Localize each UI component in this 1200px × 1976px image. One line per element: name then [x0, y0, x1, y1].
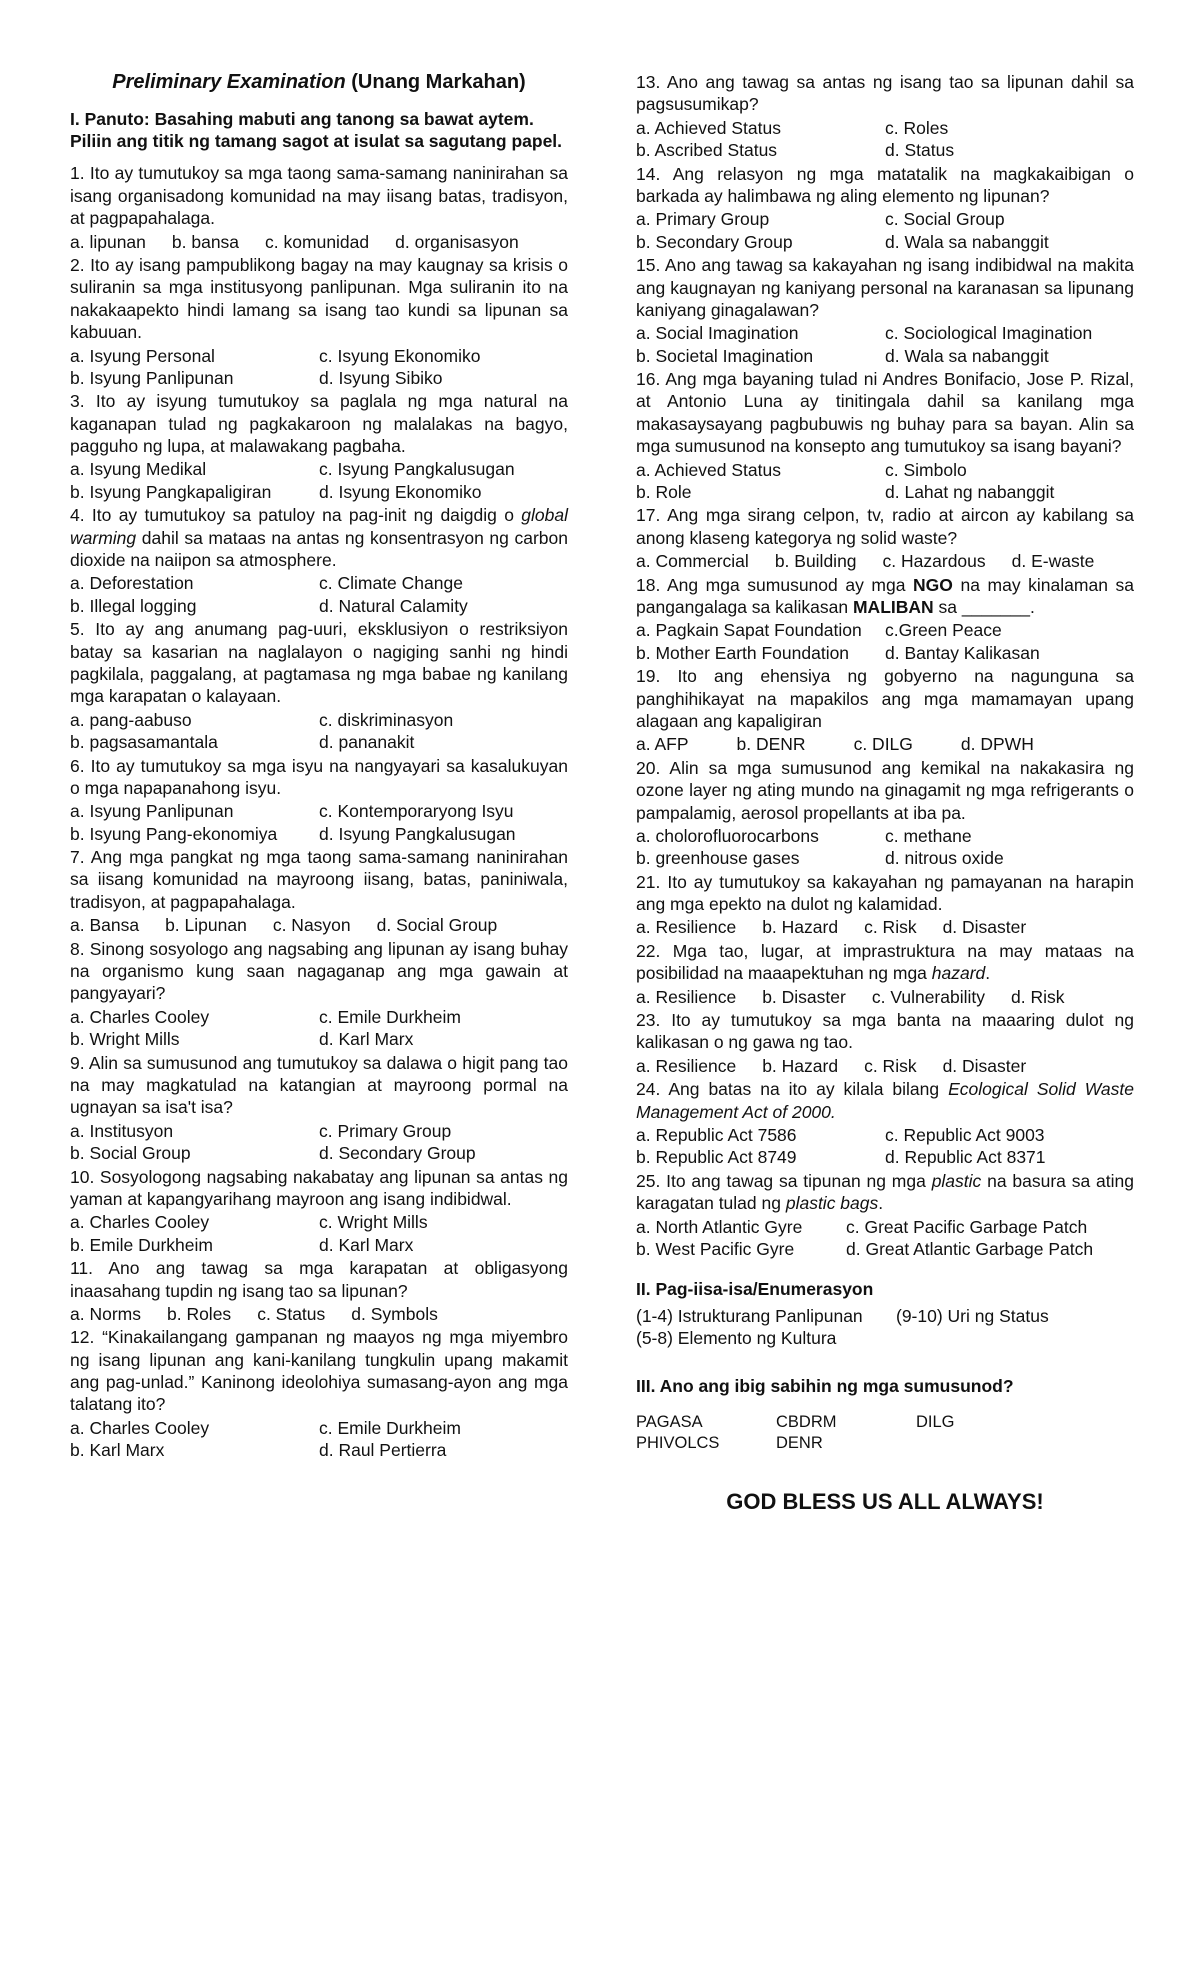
option: d. Raul Pertierra: [319, 1440, 447, 1461]
page-title: [70, 70, 568, 96]
question-9: 9. Alin sa sumusunod ang tumutukoy sa dalawa o higit pang tao na may magkatulad na katangian at mayroong pormal na ugnayan sa isa't isa?: [70, 1052, 568, 1118]
q24-pre: 24. Ang batas na ito ay kilala bilang: [636, 1079, 949, 1100]
left-column: [70, 70, 568, 1463]
option: c. Republic Act 9003: [885, 1124, 1045, 1145]
option: a. Isyung Medikal: [70, 459, 207, 480]
option: b. Societal Imagination: [636, 345, 814, 366]
option: b. Illegal logging: [70, 595, 197, 616]
enum-item: (9-10) Uri ng Status: [896, 1305, 1049, 1326]
option: b. Secondary Group: [636, 231, 793, 252]
options-10: [70, 1211, 568, 1256]
option: b. Hazard: [762, 917, 839, 938]
abbr-item: PAGASA: [636, 1412, 703, 1431]
question-5: 5. Ito ay ang anumang pag-uuri, eksklusiyon o restriksiyon batay sa kasarian na naglalayon o nagiging sanhi ng hindi pagkilala, paggalang, at pagtamasa ng mga babae ng kanilang mga karapatan o kalayaan.: [70, 619, 568, 707]
question-3: 3. Ito ay isyung tumutukoy sa paglala ng mga natural na kaganapan tulad ng pagkakaroon ng malalakas na bagyo, pagguho ng lupa, at malawakang pagbaha.: [70, 391, 568, 457]
q25-pre: 25. Ito ang tawag sa tipunan ng mga: [636, 1170, 932, 1191]
options-4: [70, 572, 568, 617]
option: c. Vulnerability: [871, 986, 985, 1007]
options-24: [636, 1124, 1134, 1169]
abbr-item: PHIVOLCS: [636, 1433, 720, 1452]
q18-bold-ngo: NGO: [913, 574, 953, 595]
option: b. Wright Mills: [70, 1029, 180, 1050]
option: a. Achieved Status: [636, 117, 781, 138]
options-20: [636, 825, 1134, 870]
option: b. Building: [774, 551, 857, 572]
option: c.Green Peace: [885, 620, 1002, 641]
q25-post: .: [878, 1193, 884, 1214]
option: a. Resilience: [636, 917, 737, 938]
option: d. pananakit: [319, 732, 415, 753]
enum-item: (1-4) Istrukturang Panlipunan: [636, 1305, 863, 1326]
option: c. Climate Change: [319, 573, 463, 594]
option: d. Risk: [1011, 986, 1065, 1007]
question-8: 8. Sinong sosyologo ang nagsabing ang lipunan ay isang buhay na organismo kung saan nagaganap ang mga gawain at pangyayari?: [70, 938, 568, 1004]
options-22: [636, 986, 1134, 1008]
option: c. Roles: [885, 117, 949, 138]
right-column: [636, 70, 1134, 1516]
option: c. Social Group: [885, 209, 1005, 230]
option: a. Social Imagination: [636, 323, 799, 344]
option: a. Isyung Personal: [70, 345, 215, 366]
q18-mid: na may kinalaman sa pangangalaga sa kalikasan: [636, 574, 1134, 617]
option: a. Institusyon: [70, 1120, 174, 1141]
q4-pre: 4. Ito ay tumutukoy sa patuloy na pag-init ng daigdig o: [70, 505, 522, 526]
question-1: 1. Ito ay tumutukoy sa mga taong sama-samang naninirahan sa isang organisadong komunidad na may iisang batas, tradisyon, at pagpapahalaga.: [70, 163, 568, 229]
question-13: 13. Ano ang tawag sa antas ng isang tao sa lipunan dahil sa pagsusumikap?: [636, 72, 1134, 115]
question-21: 21. Ito ay tumutukoy sa kakayahan ng pamayanan na harapin ang mga epekto na dulot ng kalamidad.: [636, 871, 1134, 915]
option: d. Wala sa nabanggit: [885, 345, 1049, 366]
option: c. Kontemporaryong Isyu: [319, 801, 514, 822]
option: c. DILG: [853, 734, 913, 755]
question-10: 10. Sosyologong nagsabing nakabatay ang lipunan sa antas ng yaman at kapangyarihang mayroon ang isang indibidwal.: [70, 1166, 568, 1209]
question-17: 17. Ang mga sirang celpon, tv, radio at aircon ay kabilang sa anong klaseng kategorya ng solid waste?: [636, 505, 1134, 548]
options-18: [636, 619, 1134, 664]
option: b. Hazard: [762, 1055, 839, 1076]
option: a. Republic Act 7586: [636, 1124, 797, 1145]
q22-italic: hazard: [931, 963, 986, 984]
option: c. Nasyon: [272, 915, 351, 936]
option: b. Disaster: [762, 986, 846, 1007]
option: b. DENR: [736, 734, 806, 755]
option: c. Great Pacific Garbage Patch: [846, 1216, 1088, 1237]
options-6: [70, 800, 568, 845]
abbr-item: CBDRM: [776, 1412, 837, 1431]
q22-pre: 22. Mga tao, lugar, at imprastruktura na may mataas na posibilidad na maaapektuhan ng mga: [636, 940, 1134, 984]
question-2: 2. Ito ay isang pampublikong bagay na may kaugnay sa krisis o suliranin sa mga institusyong panlipunan. Mga suliranin ito na nakakaapekto hindi lamang sa isang tao kundi sa lipunan sa kabuuan.: [70, 254, 568, 343]
options-7: [70, 914, 568, 936]
option: c. Status: [257, 1303, 326, 1324]
option: c. Sociological Imagination: [885, 323, 1093, 344]
option: a. North Atlantic Gyre: [636, 1216, 803, 1237]
option: a. Isyung Panlipunan: [70, 801, 234, 822]
option: a. AFP: [636, 734, 689, 755]
option: b. Isyung Panlipunan: [70, 367, 234, 388]
options-16: [636, 459, 1134, 504]
option: b. greenhouse gases: [636, 848, 800, 869]
option: b. Isyung Pangkapaligiran: [70, 481, 272, 502]
abbr-item: DENR: [776, 1433, 823, 1452]
option: d. Status: [885, 140, 955, 161]
option: b. Emile Durkheim: [70, 1234, 213, 1255]
q4-post: dahil sa mataas na antas ng konsentrasyon ng carbon dioxide na naiipon sa atmosphere.: [70, 527, 568, 571]
option: b. Role: [636, 482, 692, 503]
option: b. Mother Earth Foundation: [636, 642, 850, 663]
option: b. bansa: [171, 231, 240, 252]
option: a. Commercial: [636, 551, 749, 572]
options-11: [70, 1303, 568, 1325]
question-16: 16. Ang mga bayaning tulad ni Andres Bonifacio, Jose P. Rizal, at Antonio Luna ay tinitingala dahil sa kanilang mga makasaysayang pagbubuwis ng buhay para sa bayan. Alin sa mga sumusunod na konsepto ang tumutukoy sa isang bayani?: [636, 369, 1134, 457]
option: d. Isyung Ekonomiko: [319, 481, 482, 502]
option: d. Bantay Kalikasan: [885, 642, 1040, 663]
option: d. Karl Marx: [319, 1234, 414, 1255]
question-11: 11. Ano ang tawag sa mga karapatan at obligasyong inaasahang tupdin ng isang tao sa lipunan?: [70, 1258, 568, 1301]
q24-italic: Ecological Solid Waste Management Act of 2000.: [636, 1079, 1134, 1122]
options-5: [70, 709, 568, 754]
options-2: [70, 345, 568, 390]
q4-italic: global warming: [70, 505, 568, 548]
option: c. methane: [885, 825, 972, 846]
option: d. Great Atlantic Garbage Patch: [846, 1238, 1094, 1259]
q18-bold-maliban: MALIBAN: [852, 596, 934, 617]
option: d. Social Group: [376, 915, 498, 936]
question-19: 19. Ito ang ehensiya ng gobyerno na nagunguna sa panghihikayat na mapakilos ang mga mamamayan upang alagaan ang kapaligiran: [636, 666, 1134, 731]
question-14: 14. Ang relasyon ng mga matatalik na magkakaibigan o barkada ay halimbawa ng aling elemento ng lipunan?: [636, 163, 1134, 206]
option: d. Karl Marx: [319, 1029, 414, 1050]
option: b. pagsasamantala: [70, 732, 218, 753]
option: a. Norms: [70, 1303, 141, 1324]
question-25: [636, 1170, 1134, 1215]
question-15: 15. Ano ang tawag sa kakayahan ng isang indibidwal na makita ang kaugnayan ng kaniyang personal na karanasan sa lipunang kaniyang ginagalawan?: [636, 255, 1134, 320]
option: a. Deforestation: [70, 573, 194, 594]
option: a. lipunan: [70, 231, 146, 252]
option: c. Risk: [864, 1055, 917, 1076]
option: a. pang-aabuso: [70, 709, 192, 730]
option: b. Ascribed Status: [636, 140, 778, 161]
options-14: [636, 208, 1134, 253]
q25-italic2: plastic bags: [785, 1193, 879, 1214]
options-15: [636, 322, 1134, 367]
option: d. Disaster: [942, 917, 1027, 938]
question-24: [636, 1078, 1134, 1123]
option: b. Roles: [166, 1303, 232, 1324]
option: b. Social Group: [70, 1143, 191, 1164]
option: b. West Pacific Gyre: [636, 1238, 795, 1259]
option: a. Pagkain Sapat Foundation: [636, 620, 862, 641]
option: c. Risk: [864, 917, 917, 938]
option: d. DPWH: [960, 734, 1034, 755]
option: c. diskriminasyon: [319, 709, 454, 730]
option: a. Charles Cooley: [70, 1212, 210, 1233]
instructions: I. Panuto: Basahing mabuti ang tanong sa bawat aytem. Piliin ang titik ng tamang sagot at isulat sa sagutang papel.: [70, 108, 563, 151]
title-rest: (Unang Markahan): [345, 71, 526, 93]
abbr-item: DILG: [916, 1412, 955, 1431]
option: c. Wright Mills: [319, 1212, 428, 1233]
option: d. Republic Act 8371: [885, 1147, 1046, 1168]
option: c. Primary Group: [319, 1120, 452, 1141]
options-17: [636, 550, 1134, 572]
options-21: [636, 916, 1134, 938]
option: d. Natural Calamity: [319, 595, 468, 616]
option: c. Hazardous: [882, 551, 986, 572]
options-3: [70, 458, 568, 503]
option: c. Isyung Pangkalusugan: [319, 459, 515, 480]
option: d. E-waste: [1011, 551, 1095, 572]
closing-message: GOD BLESS US ALL ALWAYS!: [726, 1489, 1044, 1515]
option: c. Simbolo: [885, 459, 967, 480]
option: b. Lipunan: [165, 915, 247, 936]
option: a. Charles Cooley: [70, 1417, 210, 1438]
option: d. Lahat ng nabanggit: [885, 482, 1055, 503]
option: d. Secondary Group: [319, 1143, 476, 1164]
options-19: [636, 733, 1134, 755]
q22-post: .: [985, 963, 991, 984]
options-13: [636, 117, 1134, 162]
option: b. Isyung Pang-ekonomiya: [70, 823, 278, 844]
enumeration-list: [636, 1305, 1134, 1350]
q18-pre: 18. Ang mga sumusunod ay mga: [636, 574, 914, 595]
title-italic: Preliminary Examination: [112, 71, 346, 93]
option: a. Achieved Status: [636, 459, 781, 480]
option: a. Primary Group: [636, 209, 770, 230]
question-22: [636, 940, 1134, 985]
option: a. Bansa: [70, 915, 140, 936]
options-8: [70, 1006, 568, 1051]
question-12: 12. “Kinakailangang gampanan ng maayos ng mga miyembro ng isang lipunan ang kani-kanilang tungkulin upang makamit ang pag-unlad.” Kaninong ideolohiya sumasang-ayon ang mga talatang ito?: [70, 1327, 568, 1415]
option: d. Symbols: [351, 1303, 438, 1324]
option: d. Wala sa nabanggit: [885, 231, 1049, 252]
q18-post: sa _______.: [933, 596, 1035, 617]
question-7: 7. Ang mga pangkat ng mga taong sama-samang naninirahan sa iisang komunidad na mayroong iisang, batas, paniniwala, tradisyon, at pagpapahalaga.: [70, 847, 568, 912]
option: c. Isyung Ekonomiko: [319, 345, 481, 366]
option: b. Republic Act 8749: [636, 1147, 797, 1168]
option: a. Charles Cooley: [70, 1006, 210, 1027]
option: d. organisasyon: [395, 231, 519, 252]
option: a. Resilience: [636, 986, 737, 1007]
question-23: 23. Ito ay tumutukoy sa mga banta na maaaring dulot ng kalikasan o ng gawa ng tao.: [636, 1010, 1134, 1053]
q25-italic: plastic: [931, 1170, 982, 1191]
options-9: [70, 1120, 568, 1165]
option: b. Karl Marx: [70, 1440, 165, 1461]
question-20: 20. Alin sa mga sumusunod ang kemikal na nakakasira ng ozone layer ng ating mundo na ginagamit ng mga refrigerants o pampalamig, aerosol propellants at iba pa.: [636, 757, 1134, 823]
q25-mid: na basura sa ating karagatan tulad ng: [636, 1170, 1134, 1214]
question-18: [636, 574, 1134, 619]
question-6: 6. Ito ay tumutukoy sa mga isyu na nangyayari sa kasalukuyan o mga napapanahong isyu.: [70, 755, 568, 798]
option: d. nitrous oxide: [885, 848, 1004, 869]
option: c. Emile Durkheim: [319, 1417, 461, 1438]
option: d. Isyung Sibiko: [319, 367, 443, 388]
options-25: [636, 1216, 1134, 1261]
question-4: [70, 504, 568, 571]
option: d. Isyung Pangkalusugan: [319, 823, 516, 844]
option: a. Resilience: [636, 1055, 737, 1076]
option: c. Emile Durkheim: [319, 1006, 461, 1027]
abbreviation-list: [636, 1412, 1134, 1454]
section-3-heading: III. Ano ang ibig sabihin ng mga sumusunod?: [636, 1376, 1014, 1397]
option: d. Disaster: [942, 1055, 1027, 1076]
option: c. komunidad: [265, 231, 370, 252]
options-1: [70, 231, 568, 253]
enum-item: (5-8) Elemento ng Kultura: [636, 1328, 837, 1349]
option: a. cholorofluorocarbons: [636, 825, 819, 846]
section-2-heading: II. Pag-iisa-isa/Enumerasyon: [636, 1279, 874, 1300]
options-23: [636, 1055, 1134, 1077]
options-12: [70, 1417, 568, 1462]
